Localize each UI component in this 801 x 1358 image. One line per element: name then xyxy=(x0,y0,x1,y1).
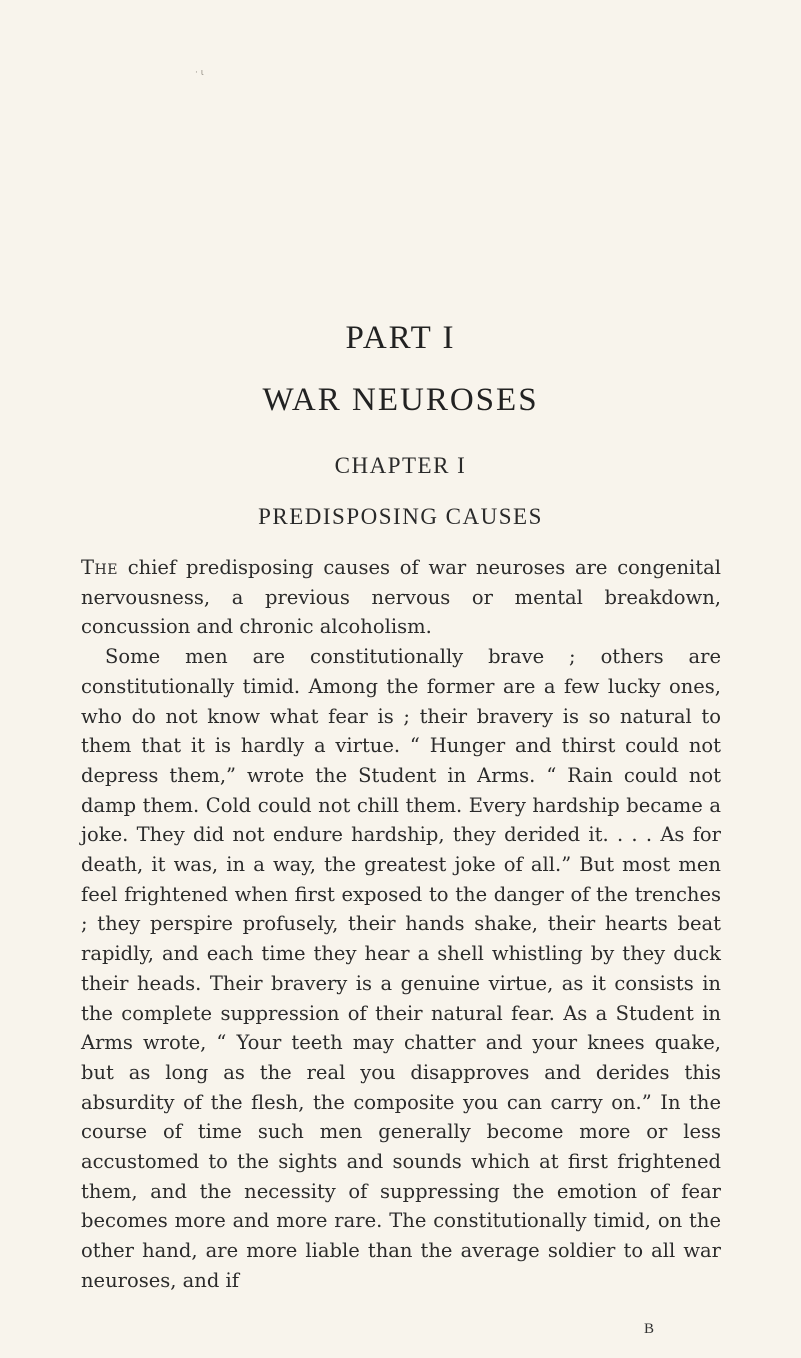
paragraph xyxy=(81,642,721,1295)
section-title: WAR NEUROSES xyxy=(262,382,539,418)
chapter-title: PREDISPOSING CAUSES xyxy=(258,504,543,529)
page-speck: · ι xyxy=(195,68,204,78)
paragraph xyxy=(81,553,721,642)
body-text xyxy=(81,553,721,1296)
part-heading: PART I xyxy=(345,320,456,356)
signature-mark: B xyxy=(644,1321,655,1337)
paragraph-text: chief predisposing causes of war neuroses are congenital nervousness, a previous nervous or mental breakdown, concussion and chronic alcoholism. xyxy=(81,556,721,639)
chapter-number: CHAPTER I xyxy=(334,453,467,478)
paragraph-text: Some men are constitutionally brave ; others are constitutionally timid. Among the former are a few lucky ones, who do not know what fear is ; their bravery is so natural to them that it is hardly a virtue. “ Hunger and thirst could not depress them,” wrote the Student in Arms. “ Rain could not damp them. Cold could not chill them. Every hardship became a joke. They did not endure hardship, they derided it. . . . As for death, it was, in a way, the greatest joke of all.” But most men feel frightened when first exposed to the danger of the trenches ; they perspire profusely, their hands shake, their hearts beat rapidly, and each time they hear a shell whistling by they duck their heads. Their bravery is a genuine virtue, as it consists in the complete suppression of their natural fear. As a Student in Arms wrote, “ Your teeth may chatter and your knees quake, but as long as the real you disapproves and derides this absurdity of the flesh, the composite you can carry on.” In the course of time such men generally become more or less accustomed to the sights and sounds which at first frightened them, and the necessity of suppressing the emotion of fear becomes more and more rare. The constitutionally timid, on the other hand, are more liable than the average soldier to all war neuroses, and if xyxy=(81,645,721,1292)
paragraph-lead-word: The xyxy=(81,556,118,579)
